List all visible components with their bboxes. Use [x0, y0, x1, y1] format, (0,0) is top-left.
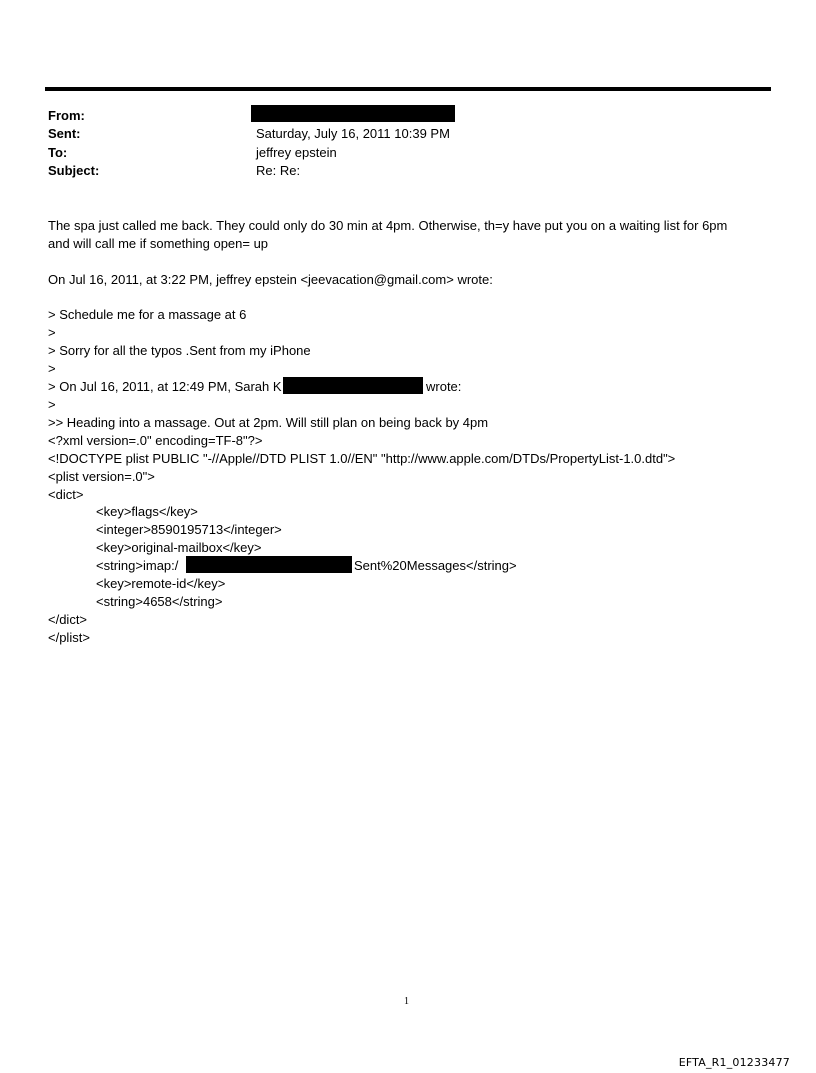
subject-label: Subject: — [48, 163, 100, 178]
plist-open: <plist version=.0"> — [48, 469, 155, 484]
quote-line-6: > — [48, 397, 56, 412]
key-mailbox: <key>original-mailbox</key> — [96, 540, 262, 555]
dict-open: <dict> — [48, 487, 84, 502]
quote-line-3: > Sorry for all the typos .Sent from my iPhone — [48, 343, 311, 358]
page-number: 1 — [404, 996, 409, 1007]
key-flags: <key>flags</key> — [96, 504, 198, 519]
quote-attribution: On Jul 16, 2011, at 3:22 PM, jeffrey epstein <jeevacation@gmail.com> wrote: — [48, 272, 493, 287]
dict-close: </dict> — [48, 612, 88, 627]
string-imap-suffix: Sent%20Messages</string> — [354, 558, 517, 573]
sent-label: Sent: — [48, 126, 81, 141]
to-value: jeffrey epstein — [256, 145, 337, 160]
string-imap-prefix: <string>imap:/ — [96, 558, 179, 573]
quote-line-4: > — [48, 361, 56, 376]
string-remote-id: <string>4658</string> — [96, 594, 223, 609]
quote-line-1: > Schedule me for a massage at 6 — [48, 307, 247, 322]
quote-line-2: > — [48, 325, 56, 340]
imap-redaction — [186, 556, 352, 573]
key-remote-id: <key>remote-id</key> — [96, 576, 226, 591]
body-para1-line1: The spa just called me back. They could only do 30 min at 4pm. Otherwise, th=y have put you on a waiting list for 6pm — [48, 218, 728, 233]
sent-value: Saturday, July 16, 2011 10:39 PM — [256, 126, 450, 141]
to-label: To: — [48, 145, 68, 160]
quote-line-5-suffix: wrote: — [426, 379, 462, 394]
subject-value: Re: Re: — [256, 163, 301, 178]
from-label: From: — [48, 108, 85, 123]
plist-doctype: <!DOCTYPE plist PUBLIC "-//Apple//DTD PLIST 1.0//EN" "http://www.apple.com/DTDs/PropertyList-1.0.dtd"> — [48, 451, 676, 466]
plist-xml-decl: <?xml version=.0" encoding=TF-8"?> — [48, 433, 263, 448]
from-redaction — [251, 105, 455, 122]
plist-close: </plist> — [48, 630, 90, 645]
bates-number: EFTA_R1_01233477 — [678, 1056, 790, 1069]
sender-redaction — [283, 377, 423, 394]
header-rule — [45, 87, 771, 91]
quote-line-7: >> Heading into a massage. Out at 2pm. Will still plan on being back by 4pm — [48, 415, 489, 430]
integer-flags: <integer>8590195713</integer> — [96, 522, 282, 537]
quote-line-5-prefix: > On Jul 16, 2011, at 12:49 PM, Sarah K — [48, 379, 282, 394]
body-para1-line2: and will call me if something open= up — [48, 236, 269, 251]
